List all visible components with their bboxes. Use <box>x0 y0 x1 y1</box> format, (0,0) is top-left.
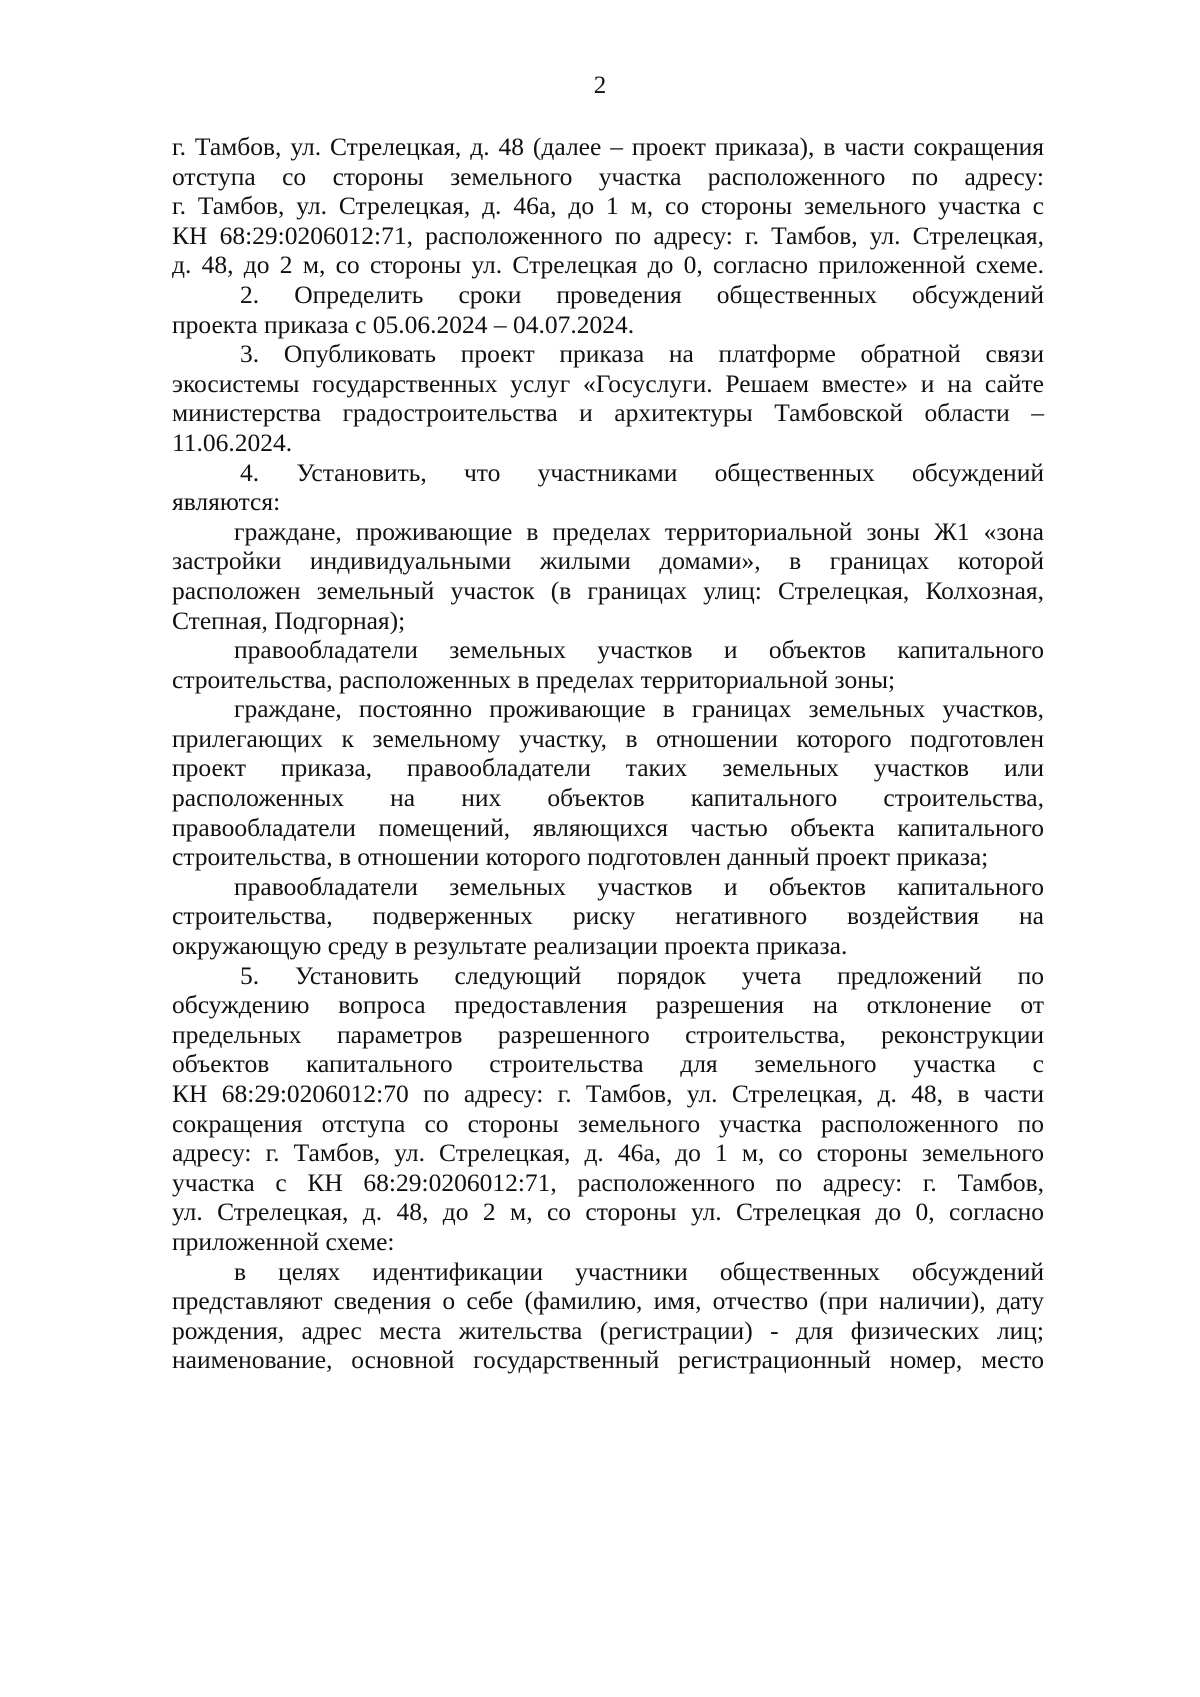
text-line: проекта приказа с 05.06.2024 – 04.07.2024. <box>172 309 635 339</box>
text-line: объектов капитального строительства для земельного участка с <box>172 1049 1044 1079</box>
text-line: г. Тамбов, ул. Стрелецкая, д. 46а, до 1 м, со стороны земельного участка с <box>172 191 1044 221</box>
text-line: 2. Определить сроки проведения общественных обсуждений <box>240 279 1044 309</box>
text-line: предельных параметров разрешенного строительства, реконструкции <box>172 1019 1044 1049</box>
text-line: проект приказа, правообладатели таких земельных участков или <box>172 753 1044 783</box>
text-line: являются: <box>172 487 281 517</box>
text-line: окружающую среду в результате реализации проекта приказа. <box>172 931 848 961</box>
text-line: представляют сведения о себе (фамилию, имя, отчество (при наличии), дату <box>172 1286 1044 1316</box>
text-line: расположен земельный участок (в границах улиц: Стрелецкая, Колхозная, <box>172 575 1044 605</box>
text-line: строительства, расположенных в пределах территориальной зоны; <box>172 664 896 694</box>
text-line: д. 48, до 2 м, со стороны ул. Стрелецкая до 0, согласно приложенной схеме. <box>172 250 1044 280</box>
document-body <box>172 132 1044 1375</box>
text-line: КН 68:29:0206012:71, расположенного по адресу: г. Тамбов, ул. Стрелецкая, <box>172 220 1044 250</box>
text-line: наименование, основной государственный регистрационный номер, место <box>172 1345 1044 1375</box>
text-line: 4. Установить, что участниками общественных обсуждений <box>240 457 1044 487</box>
text-line: КН 68:29:0206012:70 по адресу: г. Тамбов, ул. Стрелецкая, д. 48, в части <box>172 1079 1044 1108</box>
text-line: застройки индивидуальными жилыми домами», в границах которой <box>172 546 1044 576</box>
text-line: экосистемы государственных услуг «Госуслуги. Решаем вместе» и на сайте <box>172 368 1044 398</box>
text-line: расположенных на них объектов капитального строительства, <box>172 783 1044 813</box>
text-line: адресу: г. Тамбов, ул. Стрелецкая, д. 46а, до 1 м, со стороны земельного <box>172 1138 1044 1168</box>
page-number: 2 <box>593 72 607 99</box>
text-line: граждане, проживающие в пределах территориальной зоны Ж1 «зона <box>234 516 1044 546</box>
text-line: Степная, Подгорная); <box>172 605 406 635</box>
text-line: рождения, адрес места жительства (регистрации) - для физических лиц; <box>172 1315 1044 1345</box>
text-line: г. Тамбов, ул. Стрелецкая, д. 48 (далее – проект приказа), в части сокращения <box>172 132 1044 161</box>
text-line: строительства, подверженных риску негативного воздействия на <box>172 901 1044 931</box>
text-line: участка с КН 68:29:0206012:71, расположенного по адресу: г. Тамбов, <box>172 1167 1044 1197</box>
text-line: сокращения отступа со стороны земельного участка расположенного по <box>172 1108 1044 1138</box>
text-line: обсуждению вопроса предоставления разрешения на отклонение от <box>172 990 1044 1020</box>
text-line: граждане, постоянно проживающие в границах земельных участков, <box>234 694 1044 724</box>
text-line: 11.06.2024. <box>172 427 293 457</box>
text-line: ул. Стрелецкая, д. 48, до 2 м, со стороны ул. Стрелецкая до 0, согласно <box>172 1197 1044 1227</box>
text-line: строительства, в отношении которого подготовлен данный проект приказа; <box>172 842 989 872</box>
text-line: правообладатели помещений, являющихся частью объекта капитального <box>172 812 1044 842</box>
text-line: 5. Установить следующий порядок учета предложений по <box>240 960 1044 990</box>
text-line: правообладатели земельных участков и объектов капитального <box>234 871 1044 901</box>
text-line: министерства градостроительства и архитектуры Тамбовской области – <box>172 398 1044 428</box>
text-line: отступа со стороны земельного участка расположенного по адресу: <box>172 161 1044 191</box>
text-line: прилегающих к земельному участку, в отношении которого подготовлен <box>172 723 1044 753</box>
text-line: правообладатели земельных участков и объектов капитального <box>234 635 1044 665</box>
text-line: приложенной схеме: <box>172 1226 395 1256</box>
text-line: в целях идентификации участники общественных обсуждений <box>234 1256 1044 1286</box>
text-line: 3. Опубликовать проект приказа на платформе обратной связи <box>240 339 1044 369</box>
